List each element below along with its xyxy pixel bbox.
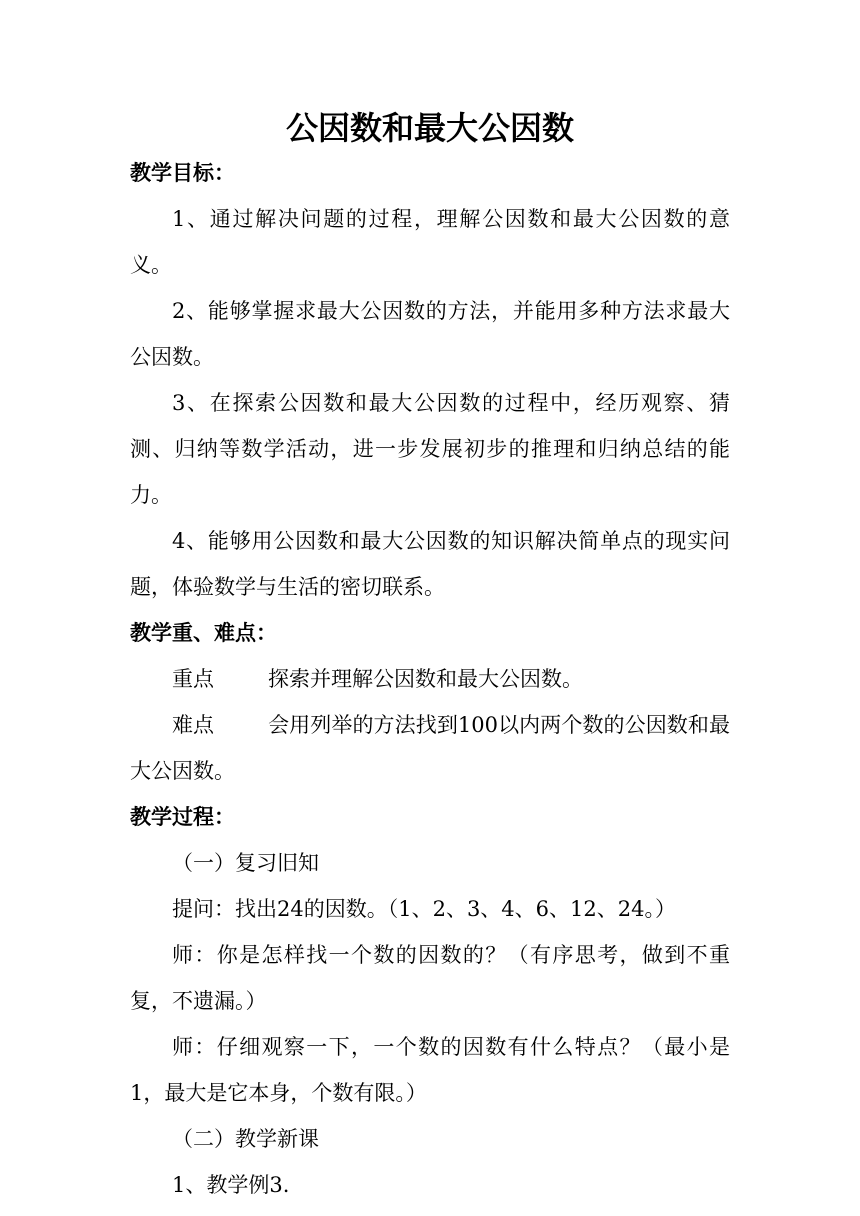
teacher-question-1: 师：你是怎样找一个数的因数的？（有序思考，做到不重复，不遗漏。） <box>130 943 730 1013</box>
teacher-question-2: 师：仔细观察一下，一个数的因数有什么特点？（最小是1，最大是它本身，个数有限。） <box>130 1035 730 1105</box>
goal-item-2: 2、能够掌握求最大公因数的方法，并能用多种方法求最大公因数。 <box>130 299 730 369</box>
difficulty-text: 会用列举的方法找到100以内两个数的公因数和最大公因数。 <box>130 713 730 783</box>
goals-heading: 教学目标： <box>130 160 235 185</box>
review-question: 提问：找出24的因数。（1、2、3、4、6、12、24。） <box>172 897 676 921</box>
difficulty-label: 难点 <box>172 713 214 737</box>
key-point-row <box>130 656 730 702</box>
new-lesson-title: （二）教学新课 <box>172 1127 319 1151</box>
document-body <box>130 150 730 1208</box>
goal-item-4: 4、能够用公因数和最大公因数的知识解决简单点的现实问题，体验数学与生活的密切联系。 <box>130 529 730 599</box>
example-item: 1、教学例3. <box>172 1173 290 1197</box>
document-title: 公因数和最大公因数 <box>285 109 574 147</box>
key-point-text: 探索并理解公因数和最大公因数。 <box>268 667 583 691</box>
key-points-heading: 教学重、难点： <box>130 620 277 645</box>
review-title: （一）复习旧知 <box>172 851 319 875</box>
key-point-label: 重点 <box>172 667 214 691</box>
process-heading: 教学过程： <box>130 804 235 829</box>
goal-item-1: 1、通过解决问题的过程，理解公因数和最大公因数的意义。 <box>130 207 730 277</box>
goal-item-3: 3、在探索公因数和最大公因数的过程中，经历观察、猜测、归纳等数学活动，进一步发展初步的推理和归纳总结的能力。 <box>130 391 730 507</box>
difficulty-row <box>130 702 730 794</box>
